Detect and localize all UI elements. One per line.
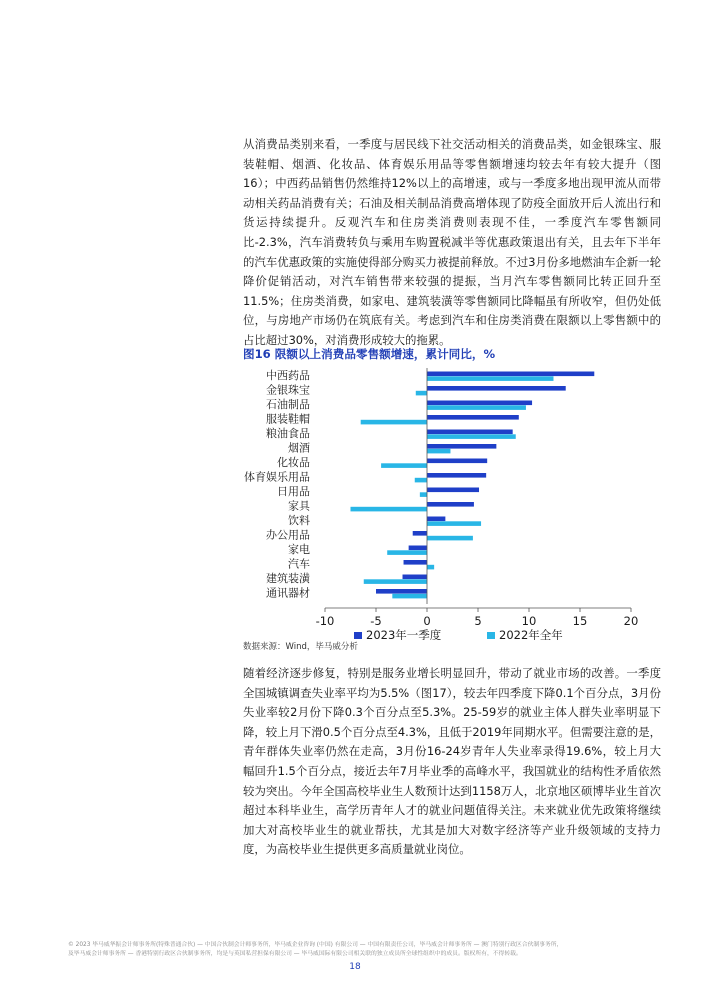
category-label: 建筑装潢 (266, 572, 310, 585)
bar-2022 (427, 434, 516, 439)
bar-2023q1 (427, 488, 479, 493)
footer-line: 及毕马威会计师事务所 — 香港特别行政区合伙制事务所，均是与英国私营担保有限公司 — 毕马威国际有限公司相关联的独立成员所全球性组织中的成员。版权所有，不得转载。 (68, 950, 522, 957)
bar-2022 (392, 594, 427, 599)
bar-2022 (381, 463, 427, 468)
bar-2023q1 (427, 415, 519, 420)
data-source: 数据来源：Wind，毕马威分析 (243, 642, 358, 652)
bar-2022 (351, 507, 428, 512)
bar-2023q1 (427, 444, 496, 449)
x-tick-label: 5 (474, 614, 482, 628)
footer-line: © 2023 毕马威华振会计师事务所(特殊普通合伙) — 中国合伙制会计师事务所，毕马威企业咨询 (中国) 有限公司 — 中国有限责任公司，毕马威会计师事务所 — 澳门特别行政区合伙制事务所， (68, 942, 563, 948)
page-number: 18 (349, 962, 361, 972)
category-label: 金银珠宝 (266, 383, 310, 397)
bar-2023q1 (427, 430, 513, 435)
x-tick-label: 10 (521, 614, 537, 628)
legend-swatch (487, 632, 495, 639)
bar-2023q1 (427, 372, 594, 377)
bar-2023q1 (404, 560, 427, 565)
x-tick-label: 20 (623, 614, 639, 628)
bar-2023q1 (427, 459, 487, 464)
legend-label: 2022年全年 (499, 628, 563, 640)
bar-2022 (427, 405, 526, 410)
bar-2023q1 (409, 546, 427, 551)
category-label: 粮油食品 (266, 427, 310, 440)
bar-2022 (387, 550, 427, 555)
category-label: 日用品 (277, 485, 310, 498)
bar-2023q1 (376, 589, 427, 594)
bar-2022 (416, 391, 427, 396)
bar-2023q1 (427, 401, 532, 406)
category-label: 中西药品 (266, 369, 310, 382)
category-label: 汽车 (288, 557, 310, 571)
copyright-footer (68, 941, 644, 958)
category-label: 服装鞋帽 (266, 412, 310, 426)
bar-2022 (427, 536, 473, 541)
body-paragraph-1: 从消费品类别来看，一季度与居民线下社交活动相关的消费品类，如金银珠宝、服装鞋帽、烟酒、化妆品、体育娱乐用品等零售额增速均较去年有较大提升（图16）；中西药品销售仍然维持12%以上的高增速，或与一季度多地出现甲流从而带动相关药品消费有关；石油及相关制品消费高增体现了防疫全面放开后人流出行和货运持续提升。反观汽车和住房类消费则表现不佳，一季度汽车零售额同比-2.3%，汽车消费转负与乘用车购置税减半等优惠政策退出有关，且去年下半年的汽车优惠政策的实施使得部分购买力被提前释放。不过3月份多地燃油车企新一轮降价促销活动，对汽车销售带来较强的提振，当月汽车零售额同比转正回升至11.5%；住房类消费，如家电、建筑装潢等零售额同比降幅虽有所收窄，但仍处低位，与房地产市场仍在筑底有关。考虑到汽车和住房类消费在限额以上零售额中的占比超过30%，对消费形成较大的拖累。 (243, 137, 661, 347)
legend-label: 2023年一季度 (366, 628, 442, 640)
category-label: 化妆品 (277, 456, 310, 469)
bar-2022 (420, 492, 427, 497)
bar-2023q1 (427, 386, 566, 391)
category-label: 烟酒 (288, 441, 310, 455)
bar-2023q1 (403, 575, 427, 580)
bar-2023q1 (413, 531, 427, 536)
body-paragraph-2: 随着经济逐步修复，特别是服务业增长明显回升，带动了就业市场的改善。一季度全国城镇调查失业率平均为5.5%（图17），较去年四季度下降0.1个百分点，3月份失业率较2月份下降0.3个百分点至5.3%。25-59岁的就业主体人群失业率明显下降，较上月下滑0.5个百分点至4.3%，且低于2019年同期水平。但需要注意的是，青年群体失业率仍然在走高，3月份16-24岁青年人失业率录得19.6%，较上月大幅回升1.5个百分点，接近去年7月毕业季的高峰水平，我国就业的结构性矛盾依然较为突出。今年全国高校毕业生人数预计达到1158万人，北京地区硕博毕业生首次超过本科毕业生，高学历青年人才的就业问题值得关注。未来就业优先政策将继续加大对高校毕业生的就业帮扶，尤其是加大对数字经济等产业升级领域的支持力度，为高校毕业生提供更多高质量就业岗位。 (243, 666, 661, 857)
x-tick-label: -5 (370, 614, 382, 628)
bar-2022 (427, 449, 450, 454)
bar-2022 (427, 376, 553, 381)
category-label: 体育娱乐用品 (244, 470, 310, 484)
bar-2023q1 (427, 517, 445, 522)
legend-swatch (354, 632, 362, 639)
bar-2022 (361, 420, 427, 425)
category-label: 通讯器材 (266, 586, 310, 600)
x-tick-label: -10 (315, 614, 335, 628)
bar-2022 (427, 565, 434, 570)
x-tick-label: 15 (572, 614, 588, 628)
figure-title: 图16 限额以上消费品零售额增速，累计同比，% (243, 347, 496, 361)
category-label: 办公用品 (266, 528, 310, 542)
bar-2023q1 (427, 473, 486, 478)
bar-2023q1 (427, 502, 474, 507)
x-tick-label: 0 (423, 614, 431, 628)
bar-2022 (427, 521, 481, 526)
category-label: 家具 (288, 499, 310, 513)
bar-2022 (364, 579, 427, 584)
category-label: 家电 (288, 543, 310, 556)
category-label: 石油制品 (266, 398, 310, 411)
category-label: 饮料 (288, 514, 310, 527)
bar-2022 (415, 478, 427, 483)
